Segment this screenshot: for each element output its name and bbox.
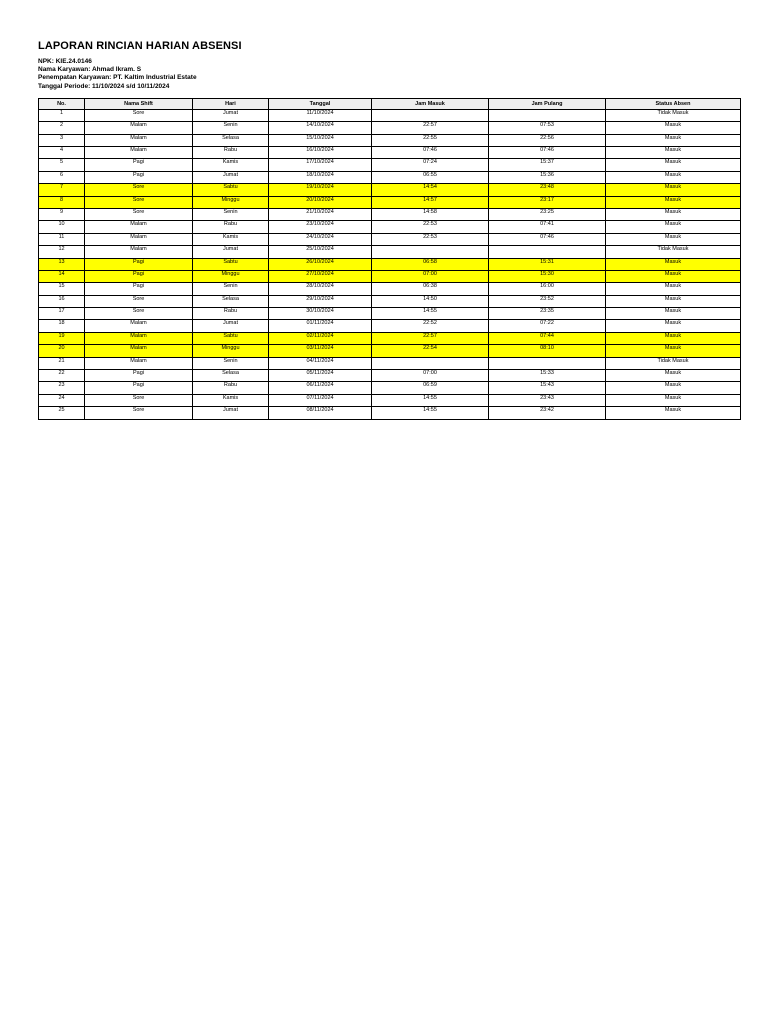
header-status: Status Absen [606, 98, 741, 109]
cell-date: 26/10/2024 [269, 258, 372, 270]
cell-date: 28/10/2024 [269, 283, 372, 295]
cell-day: Minggu [193, 345, 269, 357]
cell-no: 23 [39, 382, 85, 394]
table-row [39, 370, 741, 382]
cell-time-in: 07:24 [372, 159, 489, 171]
cell-time-in: 14:55 [372, 407, 489, 419]
cell-date: 18/10/2024 [269, 171, 372, 183]
cell-status: Masuk [606, 122, 741, 134]
cell-date: 23/10/2024 [269, 221, 372, 233]
cell-date: 24/10/2024 [269, 233, 372, 245]
report-title: LAPORAN RINCIAN HARIAN ABSENSI [38, 40, 242, 52]
cell-day: Minggu [193, 270, 269, 282]
cell-time-in: 07:46 [372, 146, 489, 158]
cell-time-out: 15:31 [489, 258, 606, 270]
cell-status: Masuk [606, 134, 741, 146]
cell-shift: Pagi [85, 270, 193, 282]
cell-date: 21/10/2024 [269, 208, 372, 220]
cell-no: 11 [39, 233, 85, 245]
cell-status: Masuk [606, 159, 741, 171]
cell-status: Masuk [606, 382, 741, 394]
cell-shift: Sore [85, 295, 193, 307]
cell-time-out: 23:25 [489, 208, 606, 220]
cell-status: Masuk [606, 196, 741, 208]
cell-time-out [489, 357, 606, 369]
cell-day: Sabtu [193, 258, 269, 270]
cell-no: 14 [39, 270, 85, 282]
cell-shift: Malam [85, 134, 193, 146]
cell-time-out: 15:37 [489, 159, 606, 171]
cell-no: 22 [39, 370, 85, 382]
cell-date: 15/10/2024 [269, 134, 372, 146]
cell-time-out [489, 246, 606, 258]
cell-day: Kamis [193, 233, 269, 245]
cell-time-out: 08:10 [489, 345, 606, 357]
cell-date: 07/11/2024 [269, 394, 372, 406]
cell-time-in [372, 246, 489, 258]
cell-no: 13 [39, 258, 85, 270]
table-row [39, 407, 741, 419]
table-row [39, 122, 741, 134]
cell-day: Rabu [193, 146, 269, 158]
report-page [38, 40, 740, 420]
table-row [39, 320, 741, 332]
cell-no: 6 [39, 171, 85, 183]
cell-date: 29/10/2024 [269, 295, 372, 307]
cell-date: 30/10/2024 [269, 308, 372, 320]
cell-status: Tidak Masuk [606, 357, 741, 369]
cell-time-out: 15:36 [489, 171, 606, 183]
header-date: Tanggal [269, 98, 372, 109]
cell-shift: Malam [85, 357, 193, 369]
cell-shift: Malam [85, 122, 193, 134]
cell-shift: Pagi [85, 382, 193, 394]
cell-status: Masuk [606, 258, 741, 270]
cell-time-out: 07:41 [489, 221, 606, 233]
cell-no: 9 [39, 208, 85, 220]
table-body [39, 109, 741, 419]
cell-time-out: 07:22 [489, 320, 606, 332]
cell-no: 18 [39, 320, 85, 332]
cell-date: 27/10/2024 [269, 270, 372, 282]
cell-date: 16/10/2024 [269, 146, 372, 158]
cell-time-out [489, 109, 606, 121]
table-row [39, 357, 741, 369]
cell-shift: Sore [85, 196, 193, 208]
cell-status: Masuk [606, 394, 741, 406]
cell-time-out: 15:43 [489, 382, 606, 394]
cell-status: Masuk [606, 146, 741, 158]
cell-shift: Sore [85, 308, 193, 320]
cell-status: Masuk [606, 407, 741, 419]
table-row [39, 109, 741, 121]
cell-no: 3 [39, 134, 85, 146]
cell-time-in: 14:54 [372, 184, 489, 196]
cell-day: Senin [193, 122, 269, 134]
table-row [39, 221, 741, 233]
cell-time-out: 07:46 [489, 233, 606, 245]
cell-day: Kamis [193, 394, 269, 406]
header-shift: Nama Shift [85, 98, 193, 109]
cell-status: Masuk [606, 295, 741, 307]
cell-no: 2 [39, 122, 85, 134]
cell-status: Masuk [606, 283, 741, 295]
cell-shift: Malam [85, 332, 193, 344]
cell-day: Selasa [193, 370, 269, 382]
cell-status: Masuk [606, 221, 741, 233]
attendance-table [38, 98, 741, 420]
cell-time-in: 06:58 [372, 258, 489, 270]
header-no: No. [39, 98, 85, 109]
cell-time-in: 06:55 [372, 171, 489, 183]
cell-day: Sabtu [193, 184, 269, 196]
cell-day: Sabtu [193, 332, 269, 344]
cell-shift: Sore [85, 184, 193, 196]
cell-no: 8 [39, 196, 85, 208]
cell-no: 15 [39, 283, 85, 295]
cell-time-out: 15:33 [489, 370, 606, 382]
cell-day: Jumat [193, 407, 269, 419]
cell-no: 24 [39, 394, 85, 406]
cell-time-in: 07:00 [372, 370, 489, 382]
cell-time-in: 14:57 [372, 196, 489, 208]
cell-time-out: 07:46 [489, 146, 606, 158]
cell-shift: Malam [85, 345, 193, 357]
cell-time-in [372, 357, 489, 369]
cell-day: Selasa [193, 134, 269, 146]
cell-shift: Pagi [85, 258, 193, 270]
cell-shift: Pagi [85, 159, 193, 171]
employee-name: Nama Karyawan: Ahmad Ikram. S [38, 66, 142, 74]
cell-time-in: 22:53 [372, 221, 489, 233]
cell-date: 02/11/2024 [269, 332, 372, 344]
cell-time-in: 22:54 [372, 345, 489, 357]
table-header-row [39, 98, 741, 109]
cell-time-out: 23:35 [489, 308, 606, 320]
cell-no: 5 [39, 159, 85, 171]
table-row [39, 258, 741, 270]
cell-time-out: 16:00 [489, 283, 606, 295]
cell-day: Jumat [193, 320, 269, 332]
cell-day: Senin [193, 357, 269, 369]
table-row [39, 308, 741, 320]
employee-placement: Penempatan Karyawan: PT. Kaltim Industrial Estate [38, 74, 197, 82]
cell-day: Jumat [193, 246, 269, 258]
cell-shift: Sore [85, 109, 193, 121]
cell-date: 25/10/2024 [269, 246, 372, 258]
cell-date: 06/11/2024 [269, 382, 372, 394]
table-row [39, 246, 741, 258]
cell-day: Rabu [193, 382, 269, 394]
cell-status: Masuk [606, 308, 741, 320]
cell-day: Minggu [193, 196, 269, 208]
header-day: Hari [193, 98, 269, 109]
cell-no: 4 [39, 146, 85, 158]
cell-time-in: 14:58 [372, 208, 489, 220]
cell-status: Masuk [606, 370, 741, 382]
table-row [39, 159, 741, 171]
cell-time-out: 23:43 [489, 394, 606, 406]
cell-status: Masuk [606, 171, 741, 183]
cell-time-out: 22:56 [489, 134, 606, 146]
cell-shift: Sore [85, 407, 193, 419]
cell-shift: Pagi [85, 283, 193, 295]
cell-date: 01/11/2024 [269, 320, 372, 332]
cell-day: Senin [193, 208, 269, 220]
cell-time-out: 07:44 [489, 332, 606, 344]
cell-no: 19 [39, 332, 85, 344]
cell-time-out: 07:53 [489, 122, 606, 134]
cell-day: Senin [193, 283, 269, 295]
cell-day: Selasa [193, 295, 269, 307]
header-time-out: Jam Pulang [489, 98, 606, 109]
table-row [39, 196, 741, 208]
cell-status: Tidak Masuk [606, 109, 741, 121]
cell-status: Masuk [606, 270, 741, 282]
cell-time-in [372, 109, 489, 121]
cell-day: Jumat [193, 171, 269, 183]
cell-day: Kamis [193, 159, 269, 171]
table-row [39, 394, 741, 406]
employee-npk: NPK: KIE.24.0146 [38, 58, 92, 65]
table-row [39, 283, 741, 295]
cell-time-out: 23:52 [489, 295, 606, 307]
cell-date: 05/11/2024 [269, 370, 372, 382]
cell-no: 10 [39, 221, 85, 233]
cell-time-out: 15:30 [489, 270, 606, 282]
cell-no: 21 [39, 357, 85, 369]
cell-time-out: 23:17 [489, 196, 606, 208]
table-row [39, 295, 741, 307]
cell-time-in: 14:50 [372, 295, 489, 307]
cell-shift: Pagi [85, 370, 193, 382]
cell-time-in: 07:00 [372, 270, 489, 282]
cell-shift: Pagi [85, 171, 193, 183]
table-row [39, 146, 741, 158]
cell-shift: Malam [85, 233, 193, 245]
table-row [39, 208, 741, 220]
cell-date: 11/10/2024 [269, 109, 372, 121]
cell-time-in: 22:55 [372, 134, 489, 146]
cell-time-in: 22:52 [372, 320, 489, 332]
cell-time-in: 22:53 [372, 233, 489, 245]
cell-shift: Sore [85, 208, 193, 220]
cell-time-out: 23:42 [489, 407, 606, 419]
cell-time-in: 14:55 [372, 308, 489, 320]
cell-status: Masuk [606, 320, 741, 332]
table-row [39, 134, 741, 146]
cell-shift: Malam [85, 146, 193, 158]
table-row [39, 270, 741, 282]
cell-time-in: 14:55 [372, 394, 489, 406]
cell-no: 25 [39, 407, 85, 419]
header-time-in: Jam Masuk [372, 98, 489, 109]
cell-date: 19/10/2024 [269, 184, 372, 196]
cell-day: Jumat [193, 109, 269, 121]
cell-day: Rabu [193, 308, 269, 320]
cell-no: 20 [39, 345, 85, 357]
cell-no: 12 [39, 246, 85, 258]
cell-date: 14/10/2024 [269, 122, 372, 134]
cell-date: 03/11/2024 [269, 345, 372, 357]
cell-status: Masuk [606, 345, 741, 357]
table-row [39, 345, 741, 357]
cell-no: 16 [39, 295, 85, 307]
cell-time-out: 23:48 [489, 184, 606, 196]
cell-time-in: 06:59 [372, 382, 489, 394]
cell-time-in: 22:57 [372, 332, 489, 344]
cell-shift: Malam [85, 221, 193, 233]
cell-time-in: 06:38 [372, 283, 489, 295]
cell-day: Rabu [193, 221, 269, 233]
cell-no: 7 [39, 184, 85, 196]
cell-time-in: 22:57 [372, 122, 489, 134]
cell-status: Masuk [606, 208, 741, 220]
cell-status: Tidak Masuk [606, 246, 741, 258]
cell-status: Masuk [606, 233, 741, 245]
report-period: Tanggal Periode: 11/10/2024 s/d 10/11/2024 [38, 82, 170, 90]
cell-status: Masuk [606, 332, 741, 344]
cell-shift: Malam [85, 246, 193, 258]
cell-date: 17/10/2024 [269, 159, 372, 171]
table-row [39, 184, 741, 196]
cell-date: 08/11/2024 [269, 407, 372, 419]
cell-date: 20/10/2024 [269, 196, 372, 208]
cell-shift: Sore [85, 394, 193, 406]
cell-shift: Malam [85, 320, 193, 332]
table-row [39, 382, 741, 394]
cell-date: 04/11/2024 [269, 357, 372, 369]
table-row [39, 171, 741, 183]
table-row [39, 332, 741, 344]
table-row [39, 233, 741, 245]
cell-no: 1 [39, 109, 85, 121]
cell-no: 17 [39, 308, 85, 320]
cell-status: Masuk [606, 184, 741, 196]
